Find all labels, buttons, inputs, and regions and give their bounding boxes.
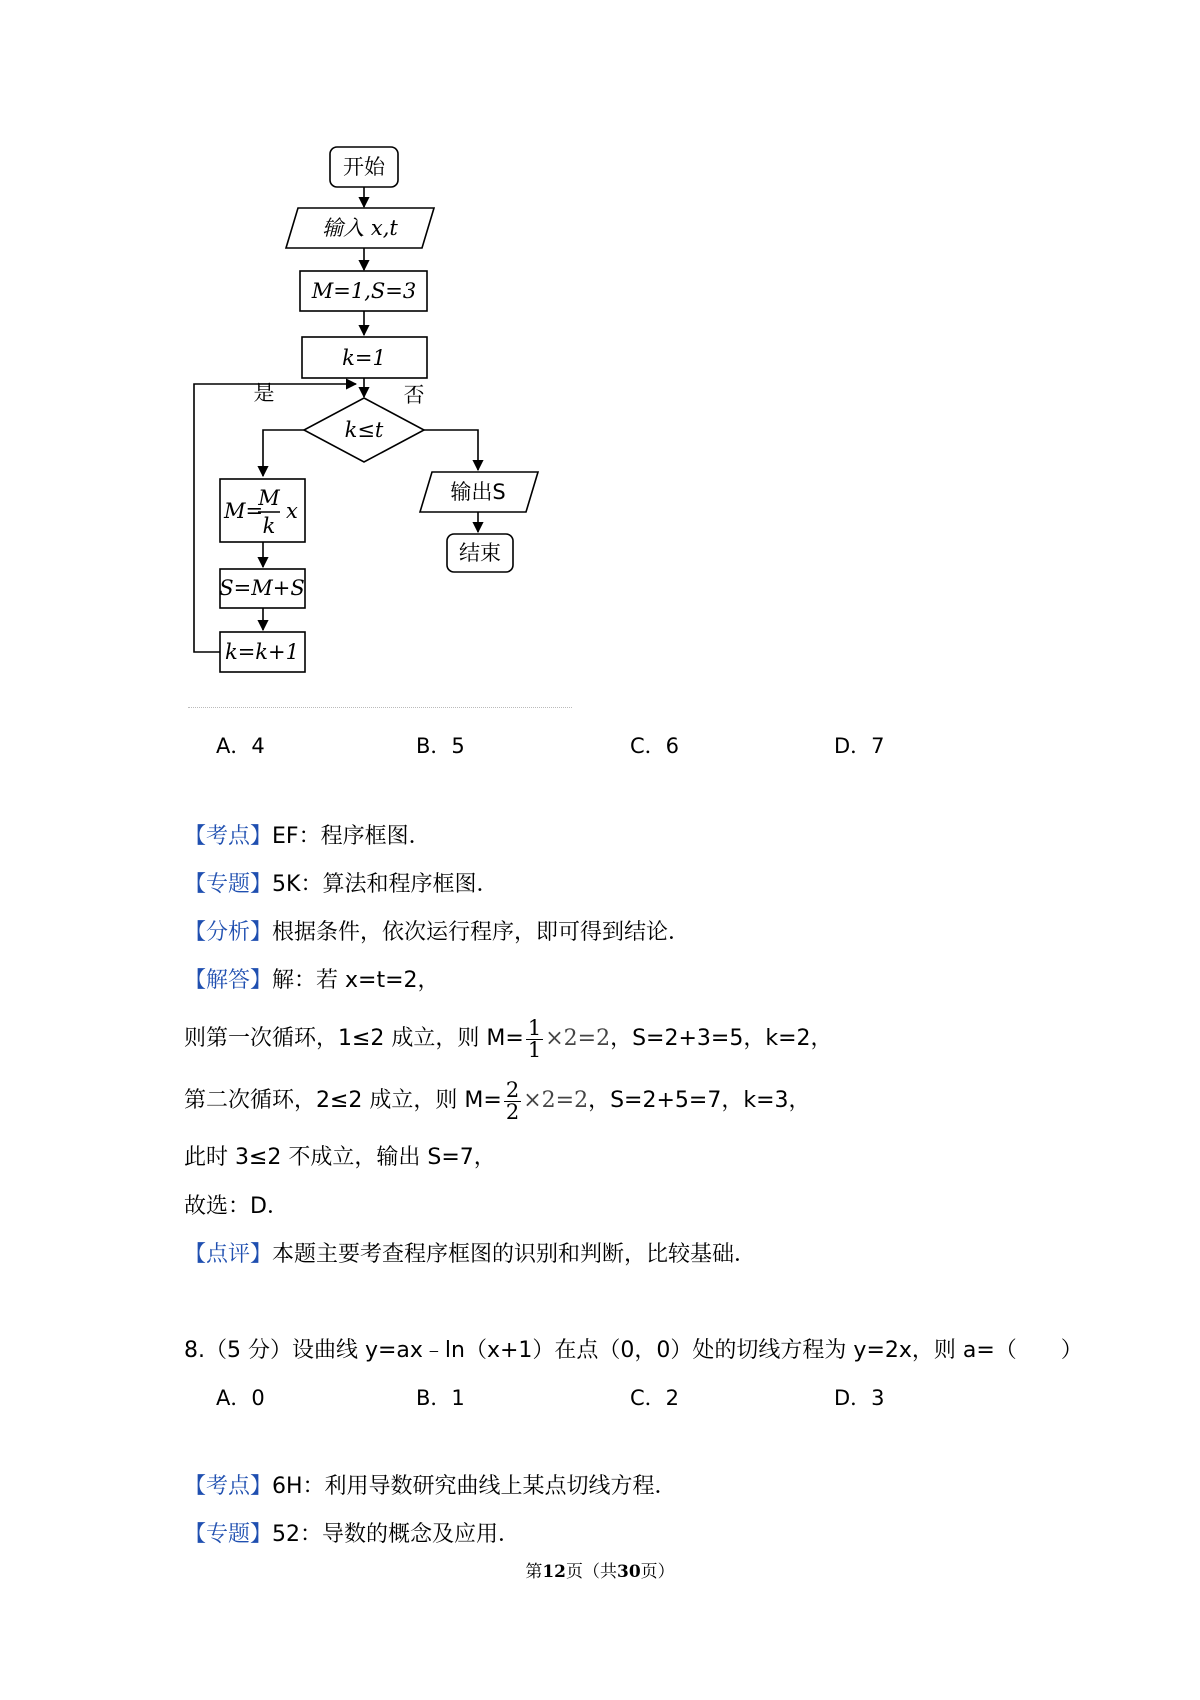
- q7-jieda: 【解答】解：若 x=t=2，: [184, 968, 440, 993]
- q8-option-a: A．0: [216, 1386, 265, 1410]
- assign-s-label: S=M+S: [219, 576, 305, 600]
- q7-choice: 故选：D．: [184, 1194, 289, 1219]
- assign-m-lhs: M=: [224, 499, 264, 523]
- flowchart: [170, 140, 570, 700]
- start-label: 开始: [343, 155, 385, 179]
- separator: [188, 707, 572, 708]
- page-number: 12: [542, 1562, 566, 1582]
- no-label: 否: [403, 383, 425, 407]
- init-ms-label: M=1,S=3: [311, 279, 417, 303]
- q8-option-b: B．1: [416, 1386, 465, 1410]
- init-k-label: k=1: [342, 346, 386, 370]
- page-total: 30: [617, 1562, 641, 1582]
- assign-m-den: k: [262, 514, 276, 538]
- q8-zhuanti: 【专题】52：导数的概念及应用．: [184, 1522, 521, 1547]
- q7-option-c: C．6: [630, 734, 680, 758]
- q7-fenxi: 【分析】根据条件，依次运行程序，即可得到结论．: [184, 920, 691, 945]
- q7-dianping: 【点评】本题主要考查程序框图的识别和判断，比较基础．: [184, 1242, 757, 1267]
- q7-option-d: D．7: [834, 734, 885, 758]
- output-label: 输出S: [450, 480, 506, 504]
- page-footer: 第12页（共30页）: [525, 1562, 675, 1582]
- step2-fraction: $\frac{2}{2}$: [505, 1077, 520, 1124]
- step1-fraction: $\frac{1}{1}$: [527, 1015, 542, 1062]
- q7-kaodian: 【考点】EF：程序框图．: [184, 824, 431, 849]
- q8-stem: 8.（5 分）设曲线 y=ax﹣ln（x+1）在点（0，0）处的切线方程为 y=2x，则 a=（ ）: [184, 1338, 1083, 1363]
- condition-label: k≤t: [344, 418, 384, 442]
- q7-zhuanti: 【专题】5K：算法和程序框图．: [184, 872, 499, 897]
- q7-step1: 则第一次循环，1≤2 成立，则 M= $\frac{1}{1}$ ×2=2，S=2+3=5，k=2，: [184, 1015, 833, 1062]
- q7-option-a: A．4: [216, 734, 265, 758]
- q8-option-c: C．2: [630, 1386, 680, 1410]
- assign-m-x: x: [286, 499, 298, 523]
- end-label: 结束: [459, 541, 501, 565]
- input-label: 输入 x,t: [322, 216, 398, 240]
- increment-k-label: k=k+1: [224, 640, 300, 664]
- q7-option-b: B．5: [416, 734, 465, 758]
- q7-step2: 第二次循环，2≤2 成立，则 M= $\frac{2}{2}$ ×2=2，S=2+5=7，k=3，: [184, 1077, 811, 1124]
- q7-step3: 此时 3≤2 不成立，输出 S=7，: [184, 1145, 496, 1170]
- q8-kaodian: 【考点】6H：利用导数研究曲线上某点切线方程．: [184, 1474, 677, 1499]
- yes-label: 是: [253, 381, 275, 405]
- q8-option-d: D．3: [834, 1386, 885, 1410]
- assign-m-num: M: [258, 486, 280, 510]
